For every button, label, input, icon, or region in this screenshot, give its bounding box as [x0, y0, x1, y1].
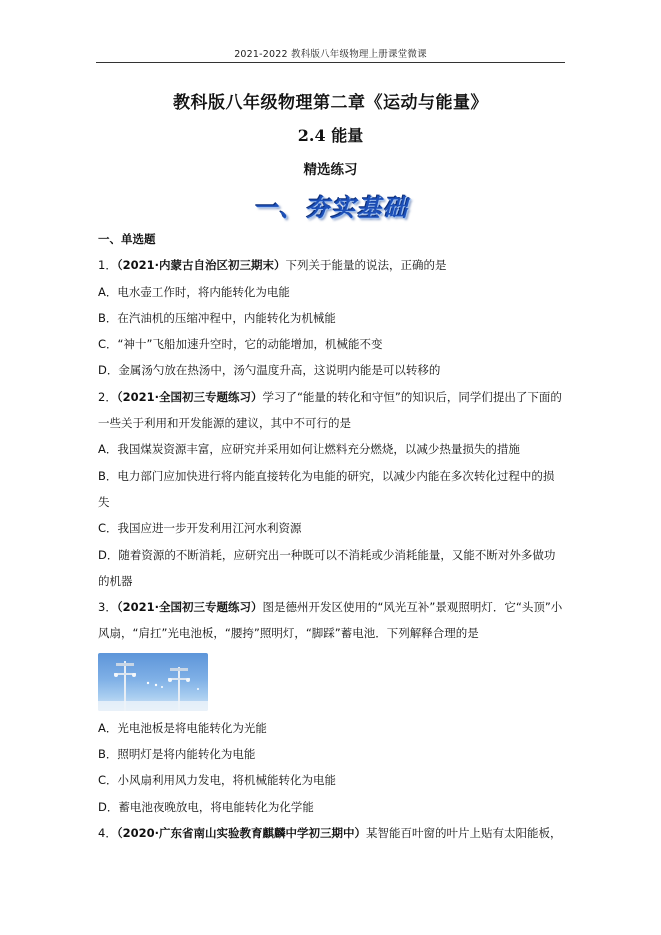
option-c: C．我国应进一步开发利用江河水利资源 [98, 521, 302, 536]
question-2-stem [98, 384, 566, 410]
header-divider [96, 62, 565, 63]
question-source: （2021·内蒙古自治区初三期末） [116, 258, 286, 273]
section-heading: 一、单选题 [98, 232, 156, 246]
question-text: 图是德州开发区使用的“风光互补”景观照明灯．它“头顶”小 [262, 600, 563, 615]
option-b-continued: 失 [98, 494, 110, 509]
question-1-stem [98, 252, 566, 278]
option-a: A．电水壶工作时，将内能转化为电能 [98, 284, 290, 299]
option-a: A．我国煤炭资源丰富，应研究并采用如何让燃料充分燃烧，以减少热量损失的措施 [98, 442, 520, 457]
option-b: B．照明灯是将内能转化为电能 [98, 747, 256, 762]
question-source: （2021·全国初三专题练习） [116, 600, 263, 615]
question-text-continued: 一些关于利用和开发能源的建议，其中不可行的是 [98, 416, 351, 431]
question-source: （2020·广东省南山实验教育麒麟中学初三期中） [116, 825, 366, 840]
option-a: A．光电池板是将电能转化为光能 [98, 720, 267, 735]
practice-heading: 精选练习 [303, 162, 358, 178]
question-text-continued: 风扇，“肩扛”光电池板，“腰挎”照明灯，“脚踩”蓄电池．下列解释合理的是 [98, 626, 479, 641]
question-text: 某智能百叶窗的叶片上贴有太阳能板， [365, 825, 562, 840]
question-4-stem [98, 820, 566, 846]
question-number: 2． [98, 389, 117, 404]
question-number: 4． [98, 825, 117, 840]
option-c: C．“神十”飞船加速升空时，它的动能增加，机械能不变 [98, 337, 383, 352]
street-lamp-photo [98, 653, 208, 711]
option-d: D．蓄电池夜晚放电，将电能转化为化学能 [98, 799, 314, 814]
document-title: 教科版八年级物理第二章《运动与能量》 [173, 93, 488, 113]
question-number: 3． [98, 600, 117, 615]
option-b: B．电力部门应加快进行将内能直接转化为电能的研究，以减少内能在多次转化过程中的损 [98, 468, 555, 483]
page-header: 2021-2022 教科版八年级物理上册课堂微课 [234, 49, 427, 60]
option-d: D．随着资源的不断消耗，应研究出一种既可以不消耗或少消耗能量，又能不断对外多做功 [98, 547, 556, 562]
option-c: C．小风扇利用风力发电，将机械能转化为电能 [98, 773, 337, 788]
street-lamp-illustration [98, 653, 208, 711]
section-subtitle: 2.4 能量 [297, 126, 364, 145]
question-source: （2021·全国初三专题练习） [116, 389, 263, 404]
option-d: D．金属汤勺放在热汤中，汤勺温度升高，这说明内能是可以转移的 [98, 363, 441, 378]
banner-heading: 一、夯实基础 [253, 194, 409, 222]
option-d-continued: 的机器 [98, 573, 133, 588]
question-number: 1． [98, 258, 117, 273]
question-text: 下列关于能量的说法，正确的是 [285, 258, 447, 273]
question-list [98, 226, 566, 846]
question-3-stem [98, 594, 566, 620]
option-b: B．在汽油机的压缩冲程中，内能转化为机械能 [98, 310, 336, 325]
question-text: 学习了“能量的转化和守恒”的知识后，同学们提出了下面的 [262, 389, 562, 404]
